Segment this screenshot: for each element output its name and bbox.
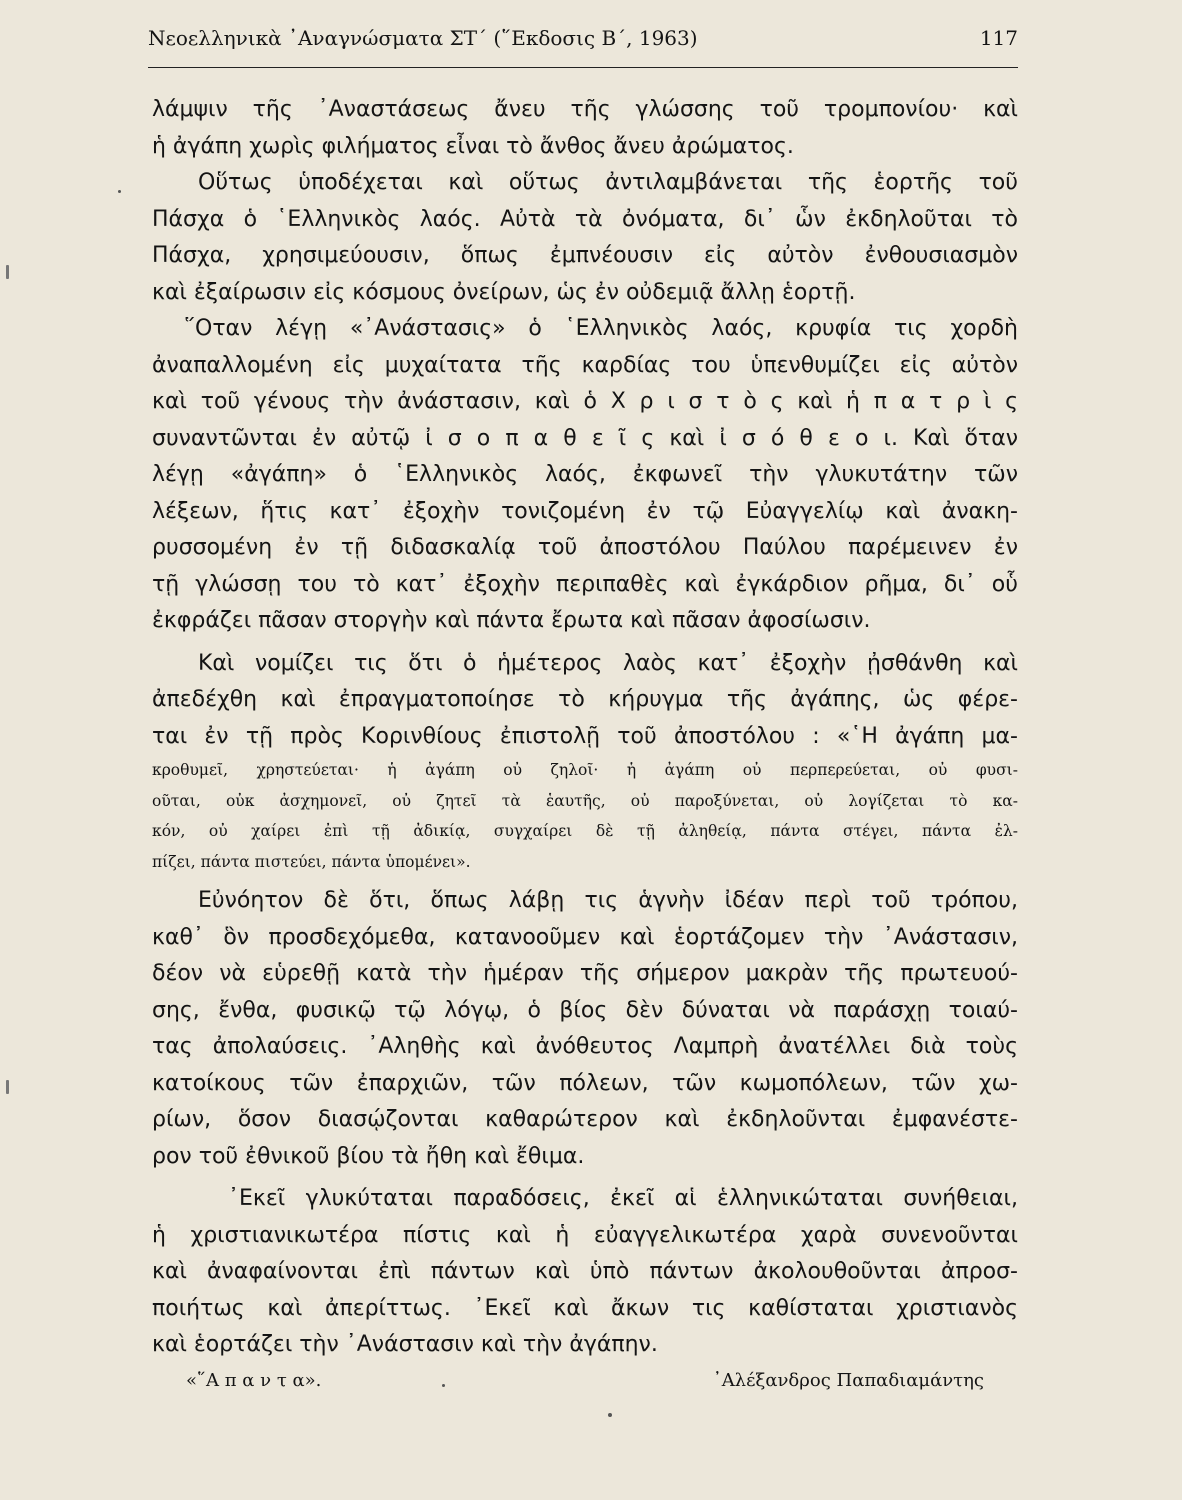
- text-line: ἐκφράζει πᾶσαν στοργὴν καὶ πάντα ἔρωτα καὶ πᾶσαν ἀφοσίωσιν.: [152, 608, 871, 633]
- text-line: ἀναπαλλομένη εἰς μυχαίτατα τῆς καρδίας του ὑπενθυμίζει εἰς αὐτὸν: [152, 352, 1018, 378]
- text-line: ᾿Εκεῖ γλυκύταται παραδόσεις, ἐκεῖ αἱ ἑλληνικώταται συνήθειαι,: [228, 1186, 1018, 1211]
- text-line: δέον νὰ εὑρεθῇ κατὰ τὴν ἡμέραν τῆς σήμερον μακρὰν τῆς πρωτευού-: [152, 961, 1018, 986]
- attribution-author: ᾿Αλέξανδρος Παπαδιαμάντης: [712, 1370, 984, 1391]
- text-line: ποιήτως καὶ ἀπερίττως. ᾿Εκεῖ καὶ ἄκων τις καθίσταται χριστιανὸς: [152, 1295, 1018, 1321]
- text-line: ρον τοῦ ἐθνικοῦ βίου τὰ ἤθη καὶ ἔθιμα.: [152, 1143, 585, 1169]
- text-line: καὶ τοῦ γένους τὴν ἀνάστασιν, καὶ ὁ Χ ρ ι σ τ ὸ ς καὶ ἡ π α τ ρ ὶ ς: [152, 389, 1018, 414]
- text-line: λέγῃ «ἀγάπη» ὁ ῾Ελληνικὸς λαός, ἐκφωνεῖ τὴν γλυκυτάτην τῶν: [152, 462, 1018, 487]
- text-line: Οὕτως ὑποδέχεται καὶ οὕτως ἀντιλαμβάνεται τῆς ἑορτῆς τοῦ: [198, 170, 1018, 195]
- text-line: Πάσχα, χρησιμεύουσιν, ὅπως ἐμπνέουσιν εἰς αὐτὸν ἐνθουσιασμὸν: [152, 243, 1018, 268]
- text-line: λέξεων, ἥτις κατ᾿ ἐξοχὴν τονιζομένη ἐν τῷ Εὐαγγελίῳ καὶ ἀνακη-: [152, 498, 1018, 524]
- body-text: [152, 92, 1018, 1364]
- text-line: κατοίκους τῶν ἐπαρχιῶν, τῶν πόλεων, τῶν κωμοπόλεων, τῶν χω-: [152, 1070, 1018, 1096]
- text-line: καὶ ἐξαίρωσιν εἰς κόσμους ὀνείρων, ὡς ἐν οὐδεμιᾷ ἄλλῃ ἑορτῇ.: [152, 279, 856, 305]
- scan-speck: [6, 265, 9, 279]
- text-line: ρίων, ὅσον διασῴζονται καθαρώτερον καὶ ἐκδηλοῦνται ἐμφανέστε-: [152, 1107, 1018, 1132]
- scan-speck: [6, 1080, 9, 1094]
- text-line: Πάσχα ὁ ῾Ελληνικὸς λαός. Αὐτὰ τὰ ὀνόματα, δι᾿ ὧν ἐκδηλοῦται τὸ: [152, 206, 1018, 232]
- text-line: ἀπεδέχθη καὶ ἐπραγματοποίησε τὸ κήρυγμα τῆς ἀγάπης, ὡς φέρε-: [152, 687, 1018, 712]
- text-line: καὶ ἀναφαίνονται ἐπὶ πάντων καὶ ὑπὸ πάντων ἀκολουθοῦνται ἀπροσ-: [152, 1259, 1018, 1284]
- text-line: ῞Οταν λέγῃ «᾿Ανάστασις» ὁ ῾Ελληνικὸς λαός, κρυφία τις χορδὴ: [184, 316, 1018, 341]
- text-line: τας ἀπολαύσεις. ᾿Αληθὴς καὶ ἀνόθευτος Λαμπρὴ ἀνατέλλει διὰ τοὺς: [152, 1034, 1018, 1059]
- text-line: συναντῶνται ἐν αὐτῷ ἰ σ ο π α θ ε ῖ ς καὶ ἰ σ ό θ ε ο ι. Καὶ ὅταν: [152, 425, 1018, 451]
- text-line: καὶ ἑορτάζει τὴν ᾿Ανάστασιν καὶ τὴν ἀγάπην.: [152, 1332, 658, 1357]
- quote-line: οῦται, οὐκ ἀσχημονεῖ, οὐ ζητεῖ τὰ ἑαυτῆς, οὐ παροξύνεται, οὐ λογίζεται τὸ κα-: [152, 791, 1018, 810]
- running-header: [148, 26, 1018, 62]
- attribution-source: «῞Α π α ν τ α».: [186, 1370, 322, 1391]
- quote-line: κροθυμεῖ, χρηστεύεται· ἡ ἀγάπη οὐ ζηλοῖ· ἡ ἀγάπη οὐ περπερεύεται, οὐ φυσι-: [152, 761, 1018, 779]
- text-line: λάμψιν τῆς ᾿Αναστάσεως ἄνευ τῆς γλώσσης τοῦ τρομπονίου· καὶ: [152, 97, 1018, 122]
- text-line: ρυσσομένη ἐν τῇ διδασκαλίᾳ τοῦ ἀποστόλου Παύλου παρέμεινεν ἐν: [152, 535, 1018, 560]
- text-line: Εὐνόητον δὲ ὅτι, ὅπως λάβῃ τις ἁγνὴν ἰδέαν περὶ τοῦ τρόπου,: [198, 888, 1018, 913]
- running-title: Νεοελληνικὰ ᾿Αναγνώσματα ΣΤ΄ (῞Εκδοσις Β΄, 1963): [148, 26, 698, 50]
- attribution: [186, 1370, 984, 1391]
- scan-speck: [118, 190, 121, 193]
- header-rule: [148, 67, 1018, 68]
- quote-line: πίζει, πάντα πιστεύει, πάντα ὑπομένει».: [152, 852, 471, 871]
- scan-speck: [442, 1384, 445, 1387]
- text-line: Καὶ νομίζει τις ὅτι ὁ ἡμέτερος λαὸς κατ᾿ ἐξοχὴν ᾐσθάνθη καὶ: [198, 650, 1018, 676]
- quote-line: κόν, οὐ χαίρει ἐπὶ τῇ ἀδικίᾳ, συγχαίρει δὲ τῇ ἀληθείᾳ, πάντα στέγει, πάντα ἐλ-: [152, 822, 1018, 840]
- text-line: τῇ γλώσσῃ του τὸ κατ᾿ ἐξοχὴν περιπαθὲς καὶ ἐγκάρδιον ρῆμα, δι᾿ οὗ: [152, 571, 1018, 597]
- text-line: ται ἐν τῇ πρὸς Κορινθίους ἐπιστολῇ τοῦ ἀποστόλου : «῾Η ἀγάπη μα-: [152, 723, 1018, 749]
- text-line: ἡ ἀγάπη χωρὶς φιλήματος εἶναι τὸ ἄνθος ἄνευ ἀρώματος.: [152, 133, 794, 159]
- text-line: σης, ἔνθα, φυσικῷ τῷ λόγῳ, ὁ βίος δὲν δύναται νὰ παράσχῃ τοιαύ-: [152, 997, 1018, 1023]
- text-line: ἡ χριστιανικωτέρα πίστις καὶ ἡ εὐαγγελικωτέρα χαρὰ συνενοῦνται: [152, 1222, 1018, 1248]
- text-line: καθ᾿ ὃν προσδεχόμεθα, κατανοοῦμεν καὶ ἑορτάζομεν τὴν ᾿Ανάστασιν,: [152, 924, 1018, 950]
- scan-speck: [608, 1413, 612, 1417]
- page-number: 117: [979, 26, 1018, 50]
